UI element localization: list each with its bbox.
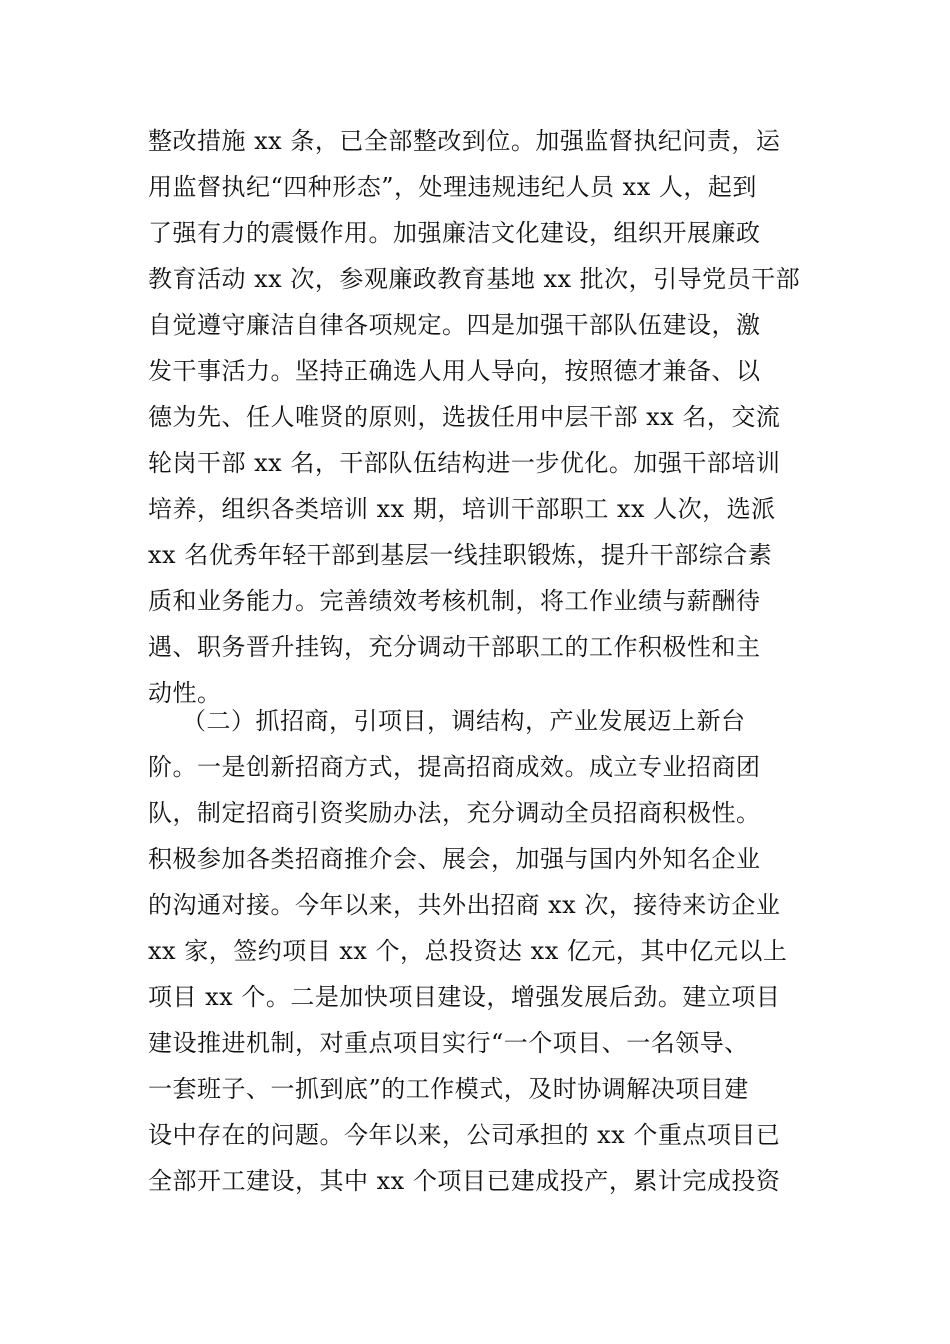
paragraph-line: 发干事活力。坚持正确选人用人导向，按照德才兼备、以: [148, 357, 761, 385]
paragraph-line: 建设推进机制，对重点项目实行“一个项目、一名领导、: [148, 1029, 749, 1057]
paragraph-line: 动性。: [148, 679, 222, 707]
paragraph-line: 用监督执纪“四种形态”，处理违规违纪人员 xx 人，起到: [148, 173, 757, 201]
paragraph-line: 遇、职务晋升挂钩，充分调动干部职工的工作积极性和主: [148, 633, 761, 661]
paragraph-line: 自觉遵守廉洁自律各项规定。四是加强干部队伍建设，激: [148, 311, 761, 339]
paragraph-line: 阶。一是创新招商方式，提高招商成效。成立专业招商团: [148, 753, 761, 781]
section-heading-line: （二）抓招商，引项目，调结构，产业发展迈上新台: [182, 707, 746, 735]
paragraph-line: 培养，组织各类培训 xx 期，培训干部职工 xx 人次，选派: [148, 495, 776, 523]
paragraph-line: 了强有力的震慑作用。加强廉洁文化建设，组织开展廉政: [148, 219, 761, 247]
paragraph-2: [148, 698, 808, 1204]
paragraph-line: 教育活动 xx 次，参观廉政教育基地 xx 批次，引导党员干部: [148, 265, 801, 293]
paragraph-line: 全部开工建设，其中 xx 个项目已建成投产，累计完成投资: [148, 1167, 781, 1195]
paragraph-line: 轮岗干部 xx 名，干部队伍结构进一步优化。加强干部培训: [148, 449, 781, 477]
paragraph-line: xx 名优秀年轻干部到基层一线挂职锻炼，提升干部综合素: [148, 541, 773, 569]
paragraph-line: 设中存在的问题。今年以来，公司承担的 xx 个重点项目已: [148, 1121, 781, 1149]
paragraph-line: 队，制定招商引资奖励办法，充分调动全员招商积极性。: [148, 799, 761, 827]
paragraph-line: 一套班子、一抓到底”的工作模式，及时协调解决项目建: [148, 1075, 749, 1103]
paragraph-line: xx 家，签约项目 xx 个，总投资达 xx 亿元，其中亿元以上: [148, 937, 788, 965]
paragraph-1: [148, 118, 808, 716]
paragraph-line: 的沟通对接。今年以来，共外出招商 xx 次，接待来访企业: [148, 891, 781, 919]
paragraph-line: 整改措施 xx 条，已全部整改到位。加强监督执纪问责，运: [148, 127, 781, 155]
paragraph-line: 德为先、任人唯贤的原则，选拔任用中层干部 xx 名，交流: [148, 403, 781, 431]
paragraph-line: 项目 xx 个。二是加快项目建设，增强发展后劲。建立项目: [148, 983, 781, 1011]
paragraph-line: 积极参加各类招商推介会、展会，加强与国内外知名企业: [148, 845, 761, 873]
paragraph-line: 质和业务能力。完善绩效考核机制，将工作业绩与薪酬待: [148, 587, 761, 615]
